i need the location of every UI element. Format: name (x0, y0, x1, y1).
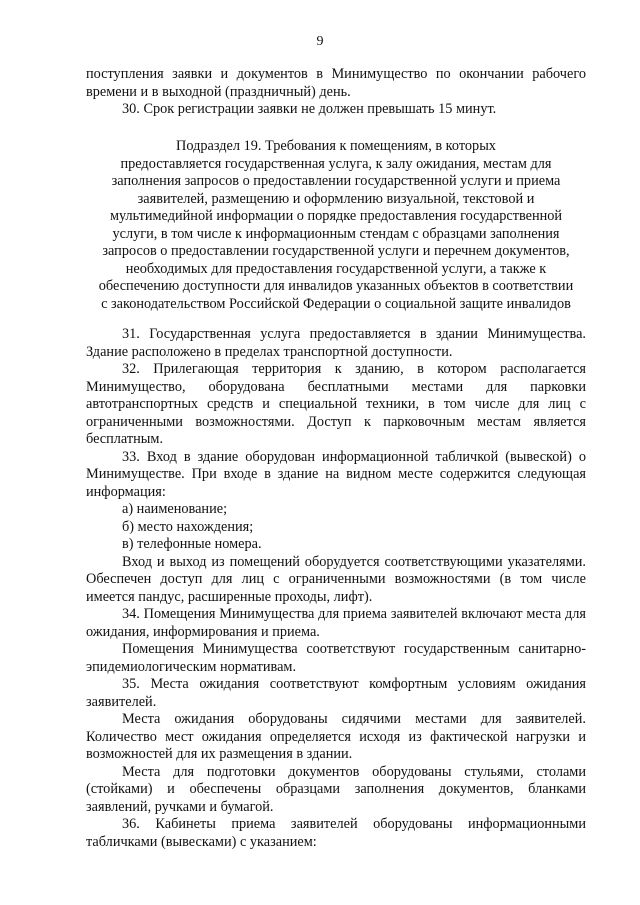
heading-line-5: мультимедийной информации о порядке предоставления государственной (109, 208, 563, 224)
list-item-b: б) место нахождения; (122, 518, 254, 535)
paragraph-33: 33. Вход в здание оборудован информационной табличкой (вывеской) о Минимуществе. При входе в здание на видном месте содержится следующая информация: (86, 448, 586, 500)
list-item-a: а) наименование; (122, 501, 228, 517)
heading-line-3: заполнения запросов о предоставлении государственной услуги и приема (111, 173, 561, 189)
paragraph-31: 31. Государственная услуга предоставляется в здании Минимущества. Здание расположено в пределах транспортной доступности. (86, 326, 586, 360)
paragraph-30: 30. Срок регистрации заявки не должен превышать 15 минут. (122, 101, 497, 117)
intro-block (86, 66, 586, 119)
paragraph-34-sanitary: Помещения Минимущества соответствуют государственным санитарно-эпидемиологическим нормативам. (86, 641, 586, 675)
paragraph-35-seating: Места ожидания оборудованы сидячими местами для заявителей. Количество мест ожидания определяется исходя из фактической нагрузки и возможностей для их размещения в здании. (86, 711, 586, 762)
heading-line-6: услуги, в том числе к информационным стендам с образцами заполнения (112, 225, 560, 242)
heading-line-7: запросов о предоставлении государственной услуги и перечнем документов, (102, 243, 570, 259)
paragraph-34: 34. Помещения Минимущества для приема заявителей включают места для ожидания, информирования и приема. (86, 606, 586, 640)
main-text (86, 326, 586, 851)
heading-line-8: необходимых для предоставления государственной услуги, а также к (125, 260, 547, 277)
intro-continuation: поступления заявки и документов в Минимущество по окончании рабочего времени и в выходной (праздничный) день. (86, 66, 586, 100)
page-number: 9 (316, 34, 324, 49)
paragraph-35-documents: Места для подготовки документов оборудованы стульями, столами (стойками) и обеспечены образцами заполнения документов, бланками заявлений, ручками и бумагой. (86, 763, 586, 815)
paragraph-32: 32. Прилегающая территория к зданию, в котором располагается Минимущество, оборудована бесплатными местами для парковки автотранспортных средств и специальной техники, в том числе для лиц с ограниченными возможностями. Доступ к парковочным местам является бесплатным. (86, 361, 586, 447)
section-heading (86, 138, 586, 313)
paragraph-33-entrance: Вход и выход из помещений оборудуется соответствующими указателями. Обеспечен доступ для лиц с ограниченными возможностями (в том числе имеется пандус, расширенные проходы, лифт). (86, 553, 586, 605)
heading-line-9: обеспечению доступности для инвалидов указанных объектов в соответствии (98, 278, 574, 294)
heading-line-4: заявителей, размещению и оформлению визуальной, текстовой и (137, 190, 535, 207)
heading-line-2: предоставляется государственная услуга, к залу ожидания, местам для (120, 155, 552, 172)
paragraph-35: 35. Места ожидания соответствуют комфортным условиям ожидания заявителей. (86, 676, 586, 710)
heading-line-10: с законодательством Российской Федерации о социальной защите инвалидов (101, 295, 571, 312)
heading-line-1: Подраздел 19. Требования к помещениям, в которых (176, 138, 496, 154)
paragraph-36: 36. Кабинеты приема заявителей оборудованы информационными табличками (вывесками) с указанием: (86, 816, 586, 850)
list-item-c: в) телефонные номера. (122, 536, 262, 552)
